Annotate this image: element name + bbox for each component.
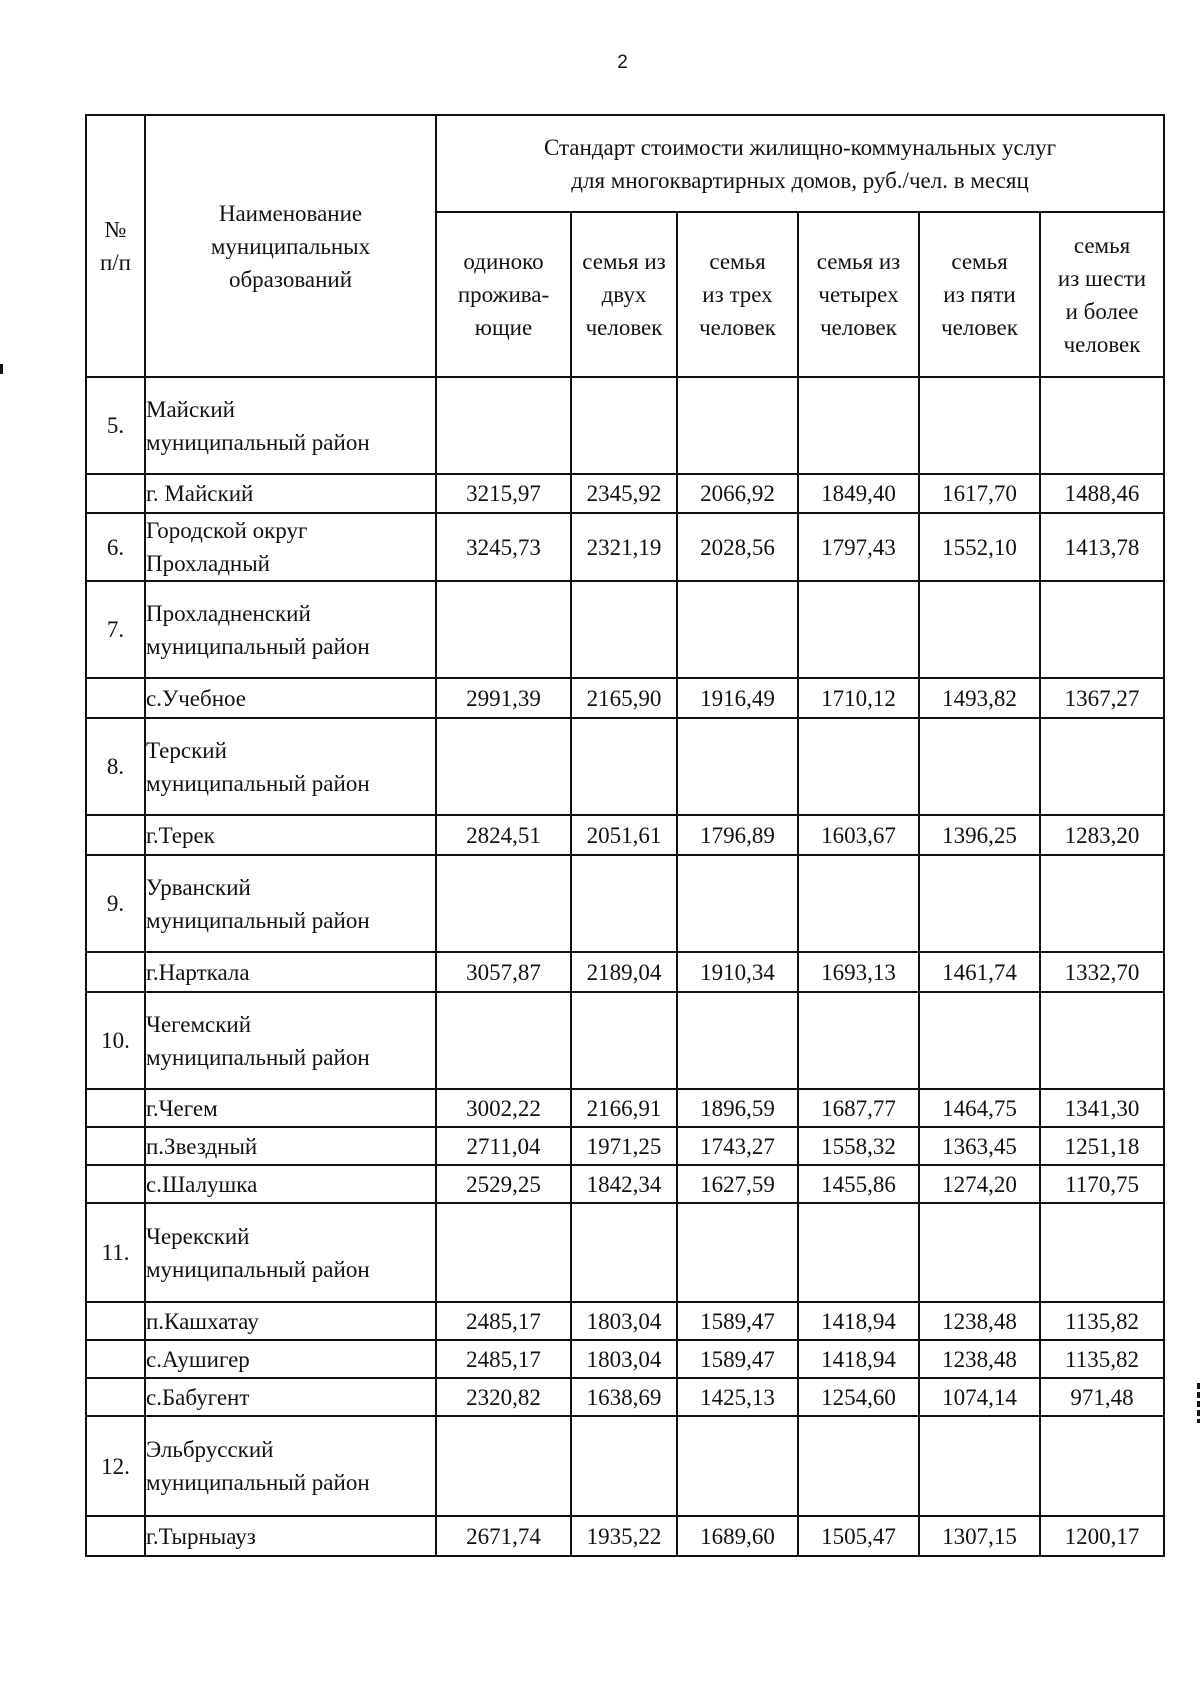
row-number-empty	[86, 1089, 145, 1127]
row-number: 9.	[86, 855, 145, 952]
district-name-line: Городской округ	[146, 518, 308, 543]
cost-value-four: 1687,77	[798, 1089, 919, 1127]
cost-value-three: 1910,34	[677, 952, 798, 992]
row-number-empty	[86, 1378, 145, 1416]
cost-value-single: 3215,97	[436, 474, 571, 513]
header-name-line: муниципальных	[210, 233, 371, 259]
cost-value-two: 2166,91	[571, 1089, 677, 1127]
row-number: 6.	[86, 513, 145, 581]
column-header-single	[436, 212, 571, 377]
cost-value-six-plus: 971,48	[1040, 1378, 1164, 1416]
row-number-empty	[86, 678, 145, 718]
cost-value-single: 2529,25	[436, 1165, 571, 1203]
cost-value-four	[798, 581, 919, 678]
cost-value-four: 1455,86	[798, 1165, 919, 1203]
cost-value-two	[571, 855, 677, 952]
row-number: 8.	[86, 718, 145, 815]
cost-value-two: 2051,61	[571, 815, 677, 855]
cost-value-five	[919, 855, 1040, 952]
row-number: 7.	[86, 581, 145, 678]
settlement-name: г.Тырныауз	[145, 1516, 436, 1556]
cost-value-two: 2345,92	[571, 474, 677, 513]
cost-value-six-plus: 1283,20	[1040, 815, 1164, 855]
cost-value-four: 1558,32	[798, 1127, 919, 1165]
cost-value-four: 1710,12	[798, 678, 919, 718]
cost-value-single	[436, 1203, 571, 1302]
settlement-row	[86, 1089, 1164, 1127]
district-name-line: муниципальный район	[146, 1044, 370, 1070]
cost-value-five: 1552,10	[919, 513, 1040, 581]
cost-value-five: 1238,48	[919, 1340, 1040, 1378]
district-name-line: Черекский	[146, 1223, 250, 1249]
district-name-line: муниципальный район	[146, 1470, 370, 1495]
group-header-line: для многоквартирных домов, руб./чел. в месяц	[571, 167, 1029, 193]
cost-value-two	[571, 992, 677, 1089]
cost-value-two: 2321,19	[571, 513, 677, 581]
cost-value-six-plus: 1170,75	[1040, 1165, 1164, 1203]
cost-value-three: 1425,13	[677, 1378, 798, 1416]
cost-value-six-plus: 1488,46	[1040, 474, 1164, 513]
cost-value-four	[798, 377, 919, 474]
cost-value-five: 1307,15	[919, 1516, 1040, 1556]
settlement-row	[86, 1165, 1164, 1203]
cost-value-two	[571, 1416, 677, 1516]
district-row	[86, 992, 1164, 1089]
cost-value-single: 2485,17	[436, 1302, 571, 1340]
settlement-name: г.Нарткала	[145, 952, 436, 992]
cost-value-four	[798, 855, 919, 952]
column-header-line: четырех	[818, 282, 899, 307]
cost-value-four	[798, 718, 919, 815]
cost-value-six-plus	[1040, 718, 1164, 815]
cost-value-three: 1896,59	[677, 1089, 798, 1127]
cost-value-two: 1803,04	[571, 1340, 677, 1378]
header-number-symbol: №	[104, 217, 127, 242]
cost-value-four: 1849,40	[798, 474, 919, 513]
cost-value-four	[798, 992, 919, 1089]
cost-value-single: 2485,17	[436, 1340, 571, 1378]
cost-value-single	[436, 581, 571, 678]
cost-value-three	[677, 992, 798, 1089]
cost-value-single: 3002,22	[436, 1089, 571, 1127]
settlement-name: г.Терек	[145, 815, 436, 855]
district-name	[145, 718, 436, 815]
district-row	[86, 1416, 1164, 1516]
district-name-line: муниципальный район	[146, 633, 370, 659]
cost-value-five: 1461,74	[919, 952, 1040, 992]
cost-value-five: 1363,45	[919, 1127, 1040, 1165]
settlement-row	[86, 815, 1164, 855]
cost-value-four	[798, 1416, 919, 1516]
settlement-name: с.Бабугент	[145, 1378, 436, 1416]
column-header-line: человек	[1063, 331, 1141, 357]
cost-value-five	[919, 377, 1040, 474]
settlement-name: п.Кашхатау	[145, 1302, 436, 1340]
row-number-empty	[86, 1302, 145, 1340]
cost-value-five: 1238,48	[919, 1302, 1040, 1340]
column-header-line: семья	[1073, 232, 1131, 258]
column-header-six-plus	[1040, 212, 1164, 377]
district-name-line: Прохладный	[146, 551, 270, 576]
cost-value-three	[677, 1416, 798, 1516]
cost-value-two: 2189,04	[571, 952, 677, 992]
cost-value-three: 1589,47	[677, 1302, 798, 1340]
cost-value-three	[677, 718, 798, 815]
cost-value-two	[571, 377, 677, 474]
district-row	[86, 581, 1164, 678]
row-number-empty	[86, 1340, 145, 1378]
header-name-line: Наименование	[218, 200, 363, 226]
cost-value-two: 1971,25	[571, 1127, 677, 1165]
cost-value-single	[436, 855, 571, 952]
settlement-row	[86, 678, 1164, 718]
cost-value-six-plus	[1040, 1203, 1164, 1302]
cost-value-five	[919, 581, 1040, 678]
column-header-two	[571, 212, 677, 377]
cost-value-three: 1796,89	[677, 815, 798, 855]
settlement-row	[86, 1516, 1164, 1556]
cost-value-three: 1916,49	[677, 678, 798, 718]
settlement-name: г. Майский	[145, 474, 436, 513]
settlement-name: с.Аушигер	[145, 1340, 436, 1378]
cost-value-four: 1418,94	[798, 1302, 919, 1340]
cost-value-single	[436, 377, 571, 474]
district-name-line: Терский	[146, 737, 227, 763]
column-header-line: человек	[699, 315, 776, 340]
district-name	[145, 1203, 436, 1302]
settlement-row	[86, 1127, 1164, 1165]
column-header-municipality	[145, 115, 436, 377]
column-group-header-cost-standard	[436, 115, 1164, 212]
cost-value-five: 1464,75	[919, 1089, 1040, 1127]
column-header-four	[798, 212, 919, 377]
cost-value-six-plus	[1040, 377, 1164, 474]
district-name-line: Чегемский	[146, 1011, 252, 1037]
row-number: 10.	[86, 992, 145, 1089]
row-number-empty	[86, 1127, 145, 1165]
cost-value-two: 2165,90	[571, 678, 677, 718]
cost-value-four: 1254,60	[798, 1378, 919, 1416]
district-name-line: муниципальный район	[146, 429, 370, 455]
cost-value-six-plus: 1200,17	[1040, 1516, 1164, 1556]
cost-value-five: 1493,82	[919, 678, 1040, 718]
cost-value-single: 2711,04	[436, 1127, 571, 1165]
row-number: 5.	[86, 377, 145, 474]
district-name	[145, 992, 436, 1089]
column-header-line: двух	[601, 282, 647, 307]
cost-value-two	[571, 581, 677, 678]
settlement-row	[86, 1302, 1164, 1340]
settlement-row	[86, 952, 1164, 992]
settlement-row	[86, 1378, 1164, 1416]
settlement-row	[86, 474, 1164, 513]
cost-value-five: 1396,25	[919, 815, 1040, 855]
settlement-name: с.Учебное	[145, 678, 436, 718]
cost-value-four: 1797,43	[798, 513, 919, 581]
cost-value-six-plus: 1341,30	[1040, 1089, 1164, 1127]
cost-value-single	[436, 992, 571, 1089]
cost-value-six-plus	[1040, 581, 1164, 678]
cost-value-five: 1617,70	[919, 474, 1040, 513]
column-header-line: из трех	[702, 282, 773, 307]
cost-value-four: 1603,67	[798, 815, 919, 855]
district-row	[86, 377, 1164, 474]
column-header-line: из пяти	[943, 282, 1016, 307]
district-name-line: Урванский	[146, 874, 251, 900]
district-row	[86, 513, 1164, 581]
cost-value-single: 2824,51	[436, 815, 571, 855]
cost-value-five	[919, 1203, 1040, 1302]
district-row	[86, 718, 1164, 815]
district-row	[86, 855, 1164, 952]
cost-value-single: 3057,87	[436, 952, 571, 992]
cost-value-three: 2028,56	[677, 513, 798, 581]
district-name	[145, 377, 436, 474]
column-header-line: семья	[951, 249, 1008, 274]
cost-value-two	[571, 718, 677, 815]
column-header-line: семья из	[816, 249, 901, 274]
district-name-line: муниципальный район	[146, 1256, 370, 1282]
cost-value-three: 1689,60	[677, 1516, 798, 1556]
cost-value-three: 1627,59	[677, 1165, 798, 1203]
row-number-empty	[86, 474, 145, 513]
scan-margin-mark	[0, 364, 3, 374]
row-number-empty	[86, 815, 145, 855]
row-number: 12.	[86, 1416, 145, 1516]
cost-value-six-plus: 1135,82	[1040, 1302, 1164, 1340]
cost-value-four: 1505,47	[798, 1516, 919, 1556]
column-header-line: человек	[941, 315, 1018, 340]
cost-value-single: 2671,74	[436, 1516, 571, 1556]
cost-value-four: 1418,94	[798, 1340, 919, 1378]
cost-value-single	[436, 1416, 571, 1516]
cost-value-single: 2320,82	[436, 1378, 571, 1416]
cost-value-three: 1589,47	[677, 1340, 798, 1378]
district-name-line: Эльбрусский	[146, 1437, 274, 1462]
district-name	[145, 855, 436, 952]
cost-value-two: 1638,69	[571, 1378, 677, 1416]
cost-value-five	[919, 718, 1040, 815]
cost-value-six-plus: 1251,18	[1040, 1127, 1164, 1165]
cost-value-six-plus	[1040, 855, 1164, 952]
header-number-abbrev: п/п	[99, 250, 131, 275]
district-name	[145, 581, 436, 678]
cost-value-single: 2991,39	[436, 678, 571, 718]
cost-value-three: 1743,27	[677, 1127, 798, 1165]
column-header-line: семья из	[582, 249, 666, 274]
cost-value-three	[677, 377, 798, 474]
cost-value-six-plus: 1135,82	[1040, 1340, 1164, 1378]
district-name-line: муниципальный район	[146, 907, 370, 933]
row-number-empty	[86, 952, 145, 992]
settlement-name: г.Чегем	[145, 1089, 436, 1127]
district-row	[86, 1203, 1164, 1302]
district-name-line: Прохладненский	[146, 600, 311, 626]
cost-value-five	[919, 1416, 1040, 1516]
cost-value-six-plus: 1413,78	[1040, 513, 1164, 581]
row-number-empty	[86, 1516, 145, 1556]
settlement-row	[86, 1340, 1164, 1378]
cost-value-single	[436, 718, 571, 815]
cost-value-five	[919, 992, 1040, 1089]
housing-cost-standards-table	[85, 114, 1165, 1557]
cost-value-five: 1074,14	[919, 1378, 1040, 1416]
group-header-line: Стандарт стоимости жилищно-коммунальных услуг	[543, 134, 1057, 160]
column-header-number	[86, 115, 145, 377]
column-header-line: прожива-	[457, 282, 550, 307]
cost-value-five: 1274,20	[919, 1165, 1040, 1203]
district-name-line: Майский	[146, 396, 235, 422]
column-header-line: человек	[585, 315, 663, 340]
column-header-line: семья	[709, 249, 766, 274]
column-header-three	[677, 212, 798, 377]
cost-value-four: 1693,13	[798, 952, 919, 992]
row-number-empty	[86, 1165, 145, 1203]
header-name-line: образований	[228, 266, 353, 292]
cost-value-two	[571, 1203, 677, 1302]
cost-value-two: 1935,22	[571, 1516, 677, 1556]
page-number: 2	[617, 52, 628, 73]
column-header-five	[919, 212, 1040, 377]
district-name	[145, 1416, 436, 1516]
settlement-name: п.Звездный	[145, 1127, 436, 1165]
cost-value-four	[798, 1203, 919, 1302]
column-header-line: человек	[820, 315, 897, 340]
cost-value-six-plus: 1367,27	[1040, 678, 1164, 718]
cost-value-six-plus: 1332,70	[1040, 952, 1164, 992]
cost-value-two: 1803,04	[571, 1302, 677, 1340]
cost-value-three	[677, 581, 798, 678]
column-header-line: из шести	[1057, 265, 1147, 291]
cost-value-three: 2066,92	[677, 474, 798, 513]
column-header-line: ющие	[474, 315, 533, 340]
district-name	[145, 513, 436, 581]
district-name-line: муниципальный район	[146, 770, 370, 796]
row-number: 11.	[86, 1203, 145, 1302]
column-header-line: и более	[1065, 298, 1139, 324]
settlement-name: с.Шалушка	[145, 1165, 436, 1203]
cost-value-two: 1842,34	[571, 1165, 677, 1203]
cost-value-three	[677, 855, 798, 952]
cost-value-single: 3245,73	[436, 513, 571, 581]
cost-value-three	[677, 1203, 798, 1302]
cost-value-six-plus	[1040, 1416, 1164, 1516]
cost-value-six-plus	[1040, 992, 1164, 1089]
column-header-line: одиноко	[463, 249, 544, 274]
